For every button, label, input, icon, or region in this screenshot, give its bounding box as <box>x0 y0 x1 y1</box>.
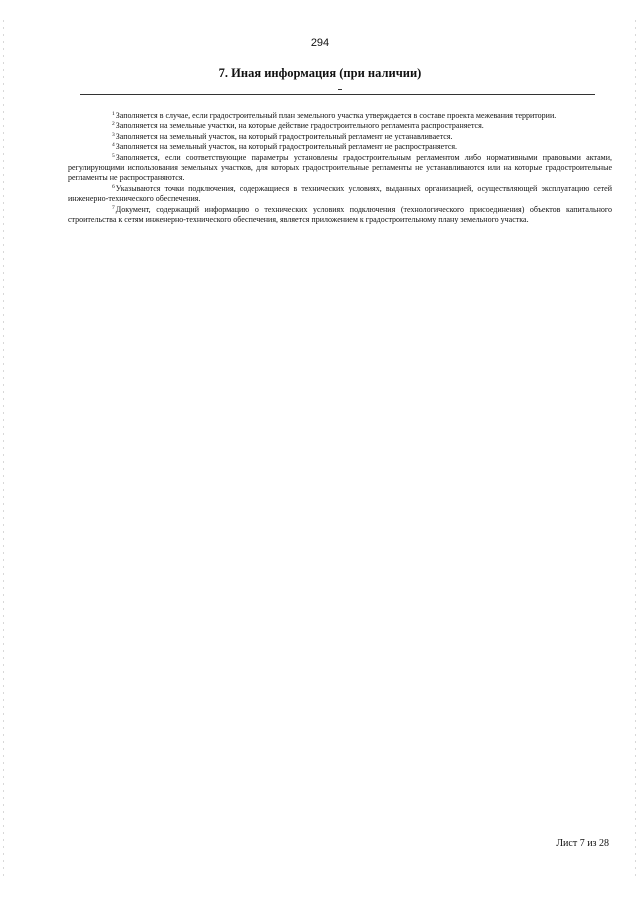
footnote-6 <box>68 184 612 205</box>
footnote-text: Заполняется на земельные участки, на которые действие градостроительного регламента распространяется. <box>115 121 484 131</box>
page-number: 294 <box>310 37 330 49</box>
footnote-5 <box>68 153 612 184</box>
footnote-7 <box>68 205 612 226</box>
title-divider <box>80 94 595 95</box>
scan-edge-left <box>3 20 4 880</box>
footnote-1 <box>68 111 612 121</box>
footnote-text: Указываются точки подключения, содержащиеся в технических условиях, выданных организацией, осуществляющей эксплуатацию сетей инженерно-технического обеспечения. <box>68 183 612 204</box>
footnote-mark: 5 <box>112 152 115 159</box>
footnotes <box>68 111 612 225</box>
footnote-mark: 7 <box>112 204 115 211</box>
footnote-text: Заполняется, если соответствующие параметры установлены градостроительным регламентом либо нормативными правовыми актами, регулирующими использования земельных участков, для которых градостроительные регламенты не устанавливаются или на которые градостроительные регламенты не распространяются. <box>68 152 612 183</box>
footnote-text: Заполняется в случае, если градостроительный план земельного участка утверждается в составе проекта межевания территории. <box>115 111 557 120</box>
footnote-mark: 1 <box>112 111 115 117</box>
sheet-counter: Лист 7 из 28 <box>556 838 609 849</box>
footnote-mark: 4 <box>112 142 115 149</box>
footnote-mark: 3 <box>112 131 115 138</box>
footnote-text: Документ, содержащий информацию о технических условиях подключения (технологического присоединения) объектов капитального строительства к сетям инженерно-технического обеспечения, является приложением к градостроительному плану земельного участка. <box>68 204 612 225</box>
footnote-text: Заполняется на земельный участок, на который градостроительный регламент не распространяется. <box>115 142 458 152</box>
footnote-2 <box>68 121 612 131</box>
footnote-3 <box>68 132 612 142</box>
footnote-mark: 6 <box>112 183 115 190</box>
scan-edge-right <box>635 20 636 880</box>
footnote-4 <box>68 142 612 152</box>
footnote-mark: 2 <box>112 121 115 128</box>
footnote-text: Заполняется на земельный участок, на который градостроительный регламент не устанавливается. <box>115 131 453 141</box>
title-tick-mark <box>338 89 342 90</box>
section-title: 7. Иная информация (при наличии) <box>218 66 422 80</box>
